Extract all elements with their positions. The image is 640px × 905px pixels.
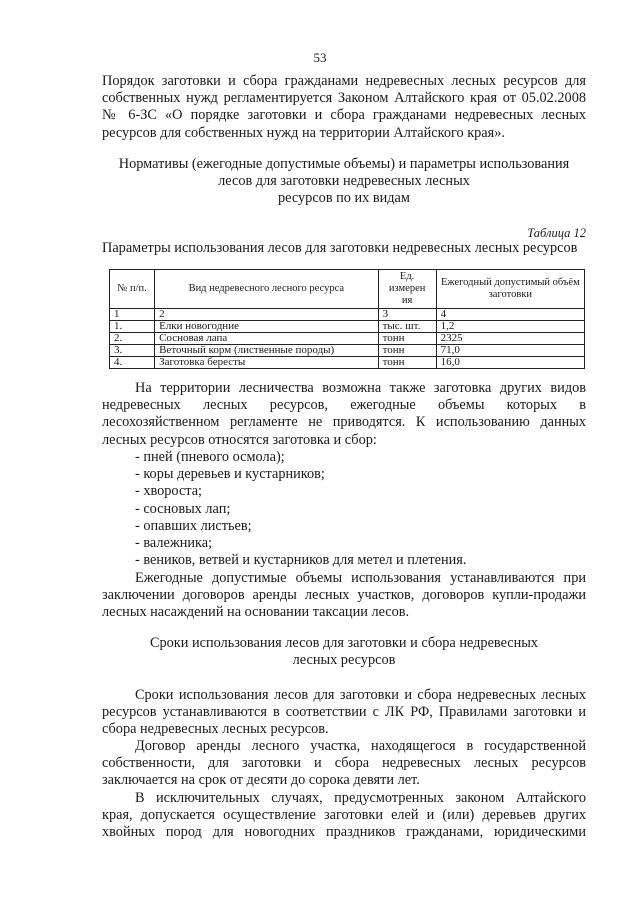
table-header-row: [110, 270, 585, 309]
heading-line: Сроки использования лесов для заготовки и сбора недревесных: [149, 635, 539, 651]
table-title: Параметры использования лесов для заготовки недревесных лесных ресурсов: [102, 240, 578, 256]
table-row: [110, 345, 585, 357]
table-row: [110, 309, 585, 321]
table-row: [110, 333, 585, 345]
text-line: Ежегодные допустимые объемы использования устанавливаются при: [135, 570, 586, 586]
table-cell: 2325: [436, 333, 584, 345]
text-line: лесных насаждений на основании таксации лесов.: [102, 604, 410, 621]
intro-paragraph: [102, 73, 586, 142]
list-item: - сосновых лап;: [135, 500, 231, 517]
text-line: На территории лесничества возможна также заготовка других видов: [135, 380, 586, 396]
heading-line: Нормативы (ежегодные допустимые объемы) и параметры использования: [118, 156, 570, 172]
text-line: заключении договоров аренды лесных участков, договоров купли-продажи: [102, 587, 586, 604]
table-cell: 1,2: [436, 321, 584, 333]
table-cell: 3: [378, 309, 436, 321]
table-row: [110, 321, 585, 333]
table-cell: 4: [436, 309, 584, 321]
table-cell: 3.: [110, 345, 155, 357]
text-line: края, допускается осуществление заготовки елей и (или) деревьев других: [102, 807, 586, 824]
table-cell: 2.: [110, 333, 155, 345]
paragraph-other-resources: [102, 380, 586, 449]
text-line: заключается на срок от десяти до сорока девяти лет.: [102, 772, 420, 789]
text-line: собственности, для заготовки и сбора недревесных лесных ресурсов: [102, 755, 586, 772]
table-cell: 16,0: [436, 357, 584, 369]
paragraph-annual-volumes: [102, 570, 586, 622]
heading-line: лесных ресурсов: [292, 652, 396, 669]
text-line: Порядок заготовки и сбора гражданами недревесных лесных ресурсов для: [102, 73, 586, 89]
text-line: № 6-ЗС «О порядке заготовки и сбора гражданами недревесных лесных: [102, 107, 586, 124]
header-cell: Вид недревесного лесного ресурса: [155, 270, 378, 309]
text-line: хвойных пород для новогодних праздников гражданами, юридическими: [102, 824, 586, 841]
list-item: - хвороста;: [135, 483, 203, 500]
heading-line: ресурсов по их видам: [278, 190, 410, 207]
text-line: В исключительных случаях, предусмотренных законом Алтайского: [135, 790, 586, 806]
list-item: - коры деревьев и кустарников;: [135, 466, 325, 483]
text-line: лесных ресурсов относятся заготовка и сбор:: [102, 431, 377, 448]
text-line: недревесных лесных ресурсов, ежегодные объемы которых в: [102, 397, 586, 414]
resource-list: [102, 449, 586, 569]
text-line: ресурсов для собственных нужд на территории Алтайского края».: [102, 124, 505, 141]
table-cell: тыс. шт.: [378, 321, 436, 333]
list-item: - пней (пневого осмола);: [135, 449, 285, 465]
heading-line: лесов для заготовки недревесных лесных: [218, 173, 470, 190]
text-line: сбора недревесных лесных ресурсов.: [102, 721, 329, 738]
table-cell: 4.: [110, 357, 155, 369]
table-row: [110, 357, 585, 369]
header-cell: Ед. измерен ия: [378, 270, 436, 309]
paragraph-lease: [102, 738, 586, 790]
resource-table: [109, 269, 585, 369]
table-cell: тонн: [378, 357, 436, 369]
table-label: Таблица 12: [527, 226, 586, 240]
text-line: ресурсов устанавливаются в соответствии с ЛК РФ, Правилами заготовки и: [102, 704, 586, 721]
list-item: - валежника;: [135, 534, 213, 551]
table-cell: Сосновая лапа: [155, 333, 378, 345]
text-line: собственных нужд регламентируется Законом Алтайского края от 05.02.2008: [102, 90, 586, 107]
table-cell: 1: [110, 309, 155, 321]
table-cell: тонн: [378, 333, 436, 345]
header-cell: Ежегодный допустимый объём заготовки: [436, 270, 584, 309]
text-line: лесохозяйственном регламенте не приводятся. К использованию данных: [102, 414, 586, 431]
section-heading-norms: [102, 156, 586, 208]
table-cell: Елки новогодние: [155, 321, 378, 333]
text-line: Договор аренды лесного участка, находящегося в государственной: [135, 738, 586, 754]
table-cell: Заготовка бересты: [155, 357, 378, 369]
table-cell: Веточный корм (лиственные породы): [155, 345, 378, 357]
table-cell: тонн: [378, 345, 436, 357]
table-cell: 2: [155, 309, 378, 321]
section-heading-terms: [102, 635, 586, 669]
paragraph-terms: [102, 687, 586, 739]
table-cell: 71,0: [436, 345, 584, 357]
header-cell: № п/п.: [110, 270, 155, 309]
page-number: 53: [313, 50, 327, 65]
list-item: - опавших листьев;: [135, 517, 252, 534]
paragraph-exceptions: [102, 790, 586, 842]
list-item: - веников, ветвей и кустарников для метел и плетения.: [135, 552, 467, 569]
text-line: Сроки использования лесов для заготовки и сбора недревесных лесных: [135, 687, 586, 703]
table-cell: 1.: [110, 321, 155, 333]
